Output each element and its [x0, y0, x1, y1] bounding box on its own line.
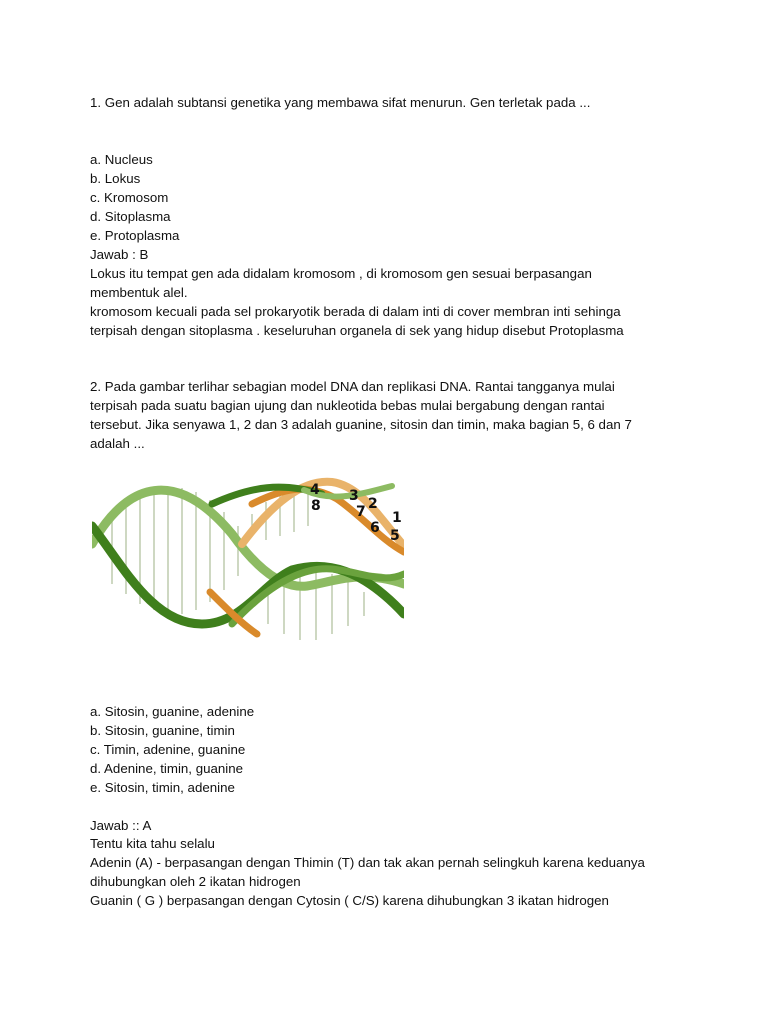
q2-explanation-line: Tentu kita tahu selalu — [90, 836, 215, 851]
q2-explanation-line: Guanin ( G ) berpasangan dengan Cytosin ( C/S) karena dihubungkan 3 ikatan hidrogen — [90, 893, 609, 908]
q1-option-c: c. Kromosom — [90, 190, 169, 205]
figure-label-8: 8 — [311, 498, 321, 514]
q2-question-line: adalah ... — [90, 436, 145, 451]
q2-option-d: d. Adenine, timin, guanine — [90, 761, 244, 776]
q2-answer: Jawab :: A — [90, 818, 152, 833]
figure-label-3: 3 — [349, 488, 359, 504]
q1-explanation-line: Lokus itu tempat gen ada didalam kromosom , di kromosom gen sesuai berpasangan — [90, 266, 592, 281]
q2-option-b: b. Sitosin, guanine, timin — [90, 723, 235, 738]
q2-question-line: 2. Pada gambar terlihar sebagian model DNA dan replikasi DNA. Rantai tangganya mulai — [90, 379, 615, 394]
q1-option-e: e. Protoplasma — [90, 228, 180, 243]
q1-option-b: b. Lokus — [90, 171, 141, 186]
dna-replication-figure — [92, 474, 404, 650]
dna-strand-green-lower — [232, 569, 404, 624]
q1-question: 1. Gen adalah subtansi genetika yang membawa sifat menurun. Gen terletak pada ... — [90, 95, 591, 110]
q1-option-d: d. Sitoplasma — [90, 209, 171, 224]
figure-label-6: 6 — [370, 520, 380, 536]
figure-label-4: 4 — [310, 482, 320, 498]
figure-label-2: 2 — [368, 496, 378, 512]
q2-question-line: terpisah pada suatu bagian ujung dan nukleotida bebas mulai bergabung dengan rantai — [90, 398, 605, 413]
figure-label-1: 1 — [392, 510, 402, 526]
q2-option-a: a. Sitosin, guanine, adenine — [90, 704, 255, 719]
q1-explanation-line: terpisah dengan sitoplasma . keseluruhan organela di sek yang hidup disebut Protoplasma — [90, 323, 624, 338]
figure-label-5: 5 — [390, 528, 400, 544]
figure-label-7: 7 — [356, 504, 366, 520]
q2-question-line: tersebut. Jika senyawa 1, 2 dan 3 adalah guanine, sitosin dan timin, maka bagian 5, 6 dan 7 — [90, 417, 632, 432]
q1-explanation-line: kromosom kecuali pada sel prokaryotik berada di dalam inti di cover membran inti sehinga — [90, 304, 621, 319]
q1-answer: Jawab : B — [90, 247, 149, 262]
q1-option-a: a. Nucleus — [90, 152, 153, 167]
q2-option-c: c. Timin, adenine, guanine — [90, 742, 246, 757]
q2-explanation-line: dihubungkan oleh 2 ikatan hidrogen — [90, 874, 301, 889]
q2-option-e: e. Sitosin, timin, adenine — [90, 780, 235, 795]
q2-explanation-line: Adenin (A) - berpasangan dengan Thimin (T) dan tak akan pernah selingkuh karena keduanya — [90, 855, 645, 870]
q1-explanation-line: membentuk alel. — [90, 285, 188, 300]
